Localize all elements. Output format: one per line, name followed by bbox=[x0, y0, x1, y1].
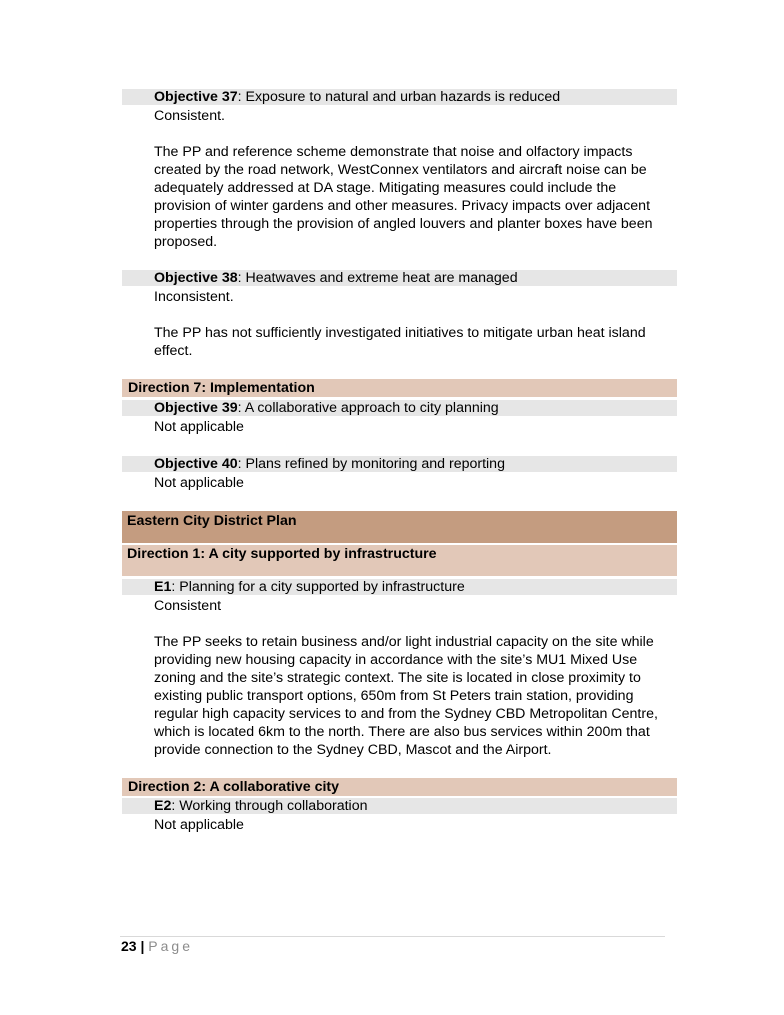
footer-divider bbox=[120, 936, 665, 937]
objective-38-heading: Objective 38: Heatwaves and extreme heat are managed bbox=[154, 270, 518, 286]
e2-status: Not applicable bbox=[154, 817, 244, 833]
direction-7-heading: Direction 7: Implementation bbox=[128, 380, 315, 396]
page-separator: | bbox=[136, 938, 149, 954]
e1-heading: E1: Planning for a city supported by infrastructure bbox=[154, 579, 465, 595]
objective-38-paragraph: The PP has not sufficiently investigated initiatives to mitigate urban heat island effect. bbox=[154, 325, 646, 359]
objective-38-status: Inconsistent. bbox=[154, 289, 234, 305]
e1-status: Consistent bbox=[154, 598, 222, 614]
objective-40-status: Not applicable bbox=[154, 475, 244, 491]
objective-39-status: Not applicable bbox=[154, 419, 244, 435]
direction-1-heading: Direction 1: A city supported by infrastructure bbox=[127, 546, 437, 562]
objective-40-heading: Objective 40: Plans refined by monitoring and reporting bbox=[154, 456, 505, 472]
page-footer bbox=[121, 938, 193, 954]
objective-37-heading: Objective 37: Exposure to natural and urban hazards is reduced bbox=[154, 89, 561, 105]
district-plan-heading: Eastern City District Plan bbox=[127, 513, 297, 529]
direction-2-heading: Direction 2: A collaborative city bbox=[128, 779, 340, 795]
e1-paragraph: The PP seeks to retain business and/or light industrial capacity on the site while providing new housing capacity in accordance with the site’s MU1 Mixed Use zoning and the site’s strategic context. The site is located in close proximity to existing public transport options, 650m from St Peters train station, providing regular high capacity services to and from the Sydney CBD Metropolitan Centre, which is located 6km to the north. There are also bus services within 200m that provide connection to the Sydney CBD, Mascot and the Airport. bbox=[154, 634, 658, 758]
e2-heading: E2: Working through collaboration bbox=[154, 798, 368, 814]
page-label: Page bbox=[148, 938, 193, 954]
page-number: 23 bbox=[121, 938, 137, 954]
objective-39-heading: Objective 39: A collaborative approach to city planning bbox=[154, 400, 499, 416]
objective-37-paragraph: The PP and reference scheme demonstrate that noise and olfactory impacts created by the road network, WestConnex ventilators and aircraft noise can be adequately addressed at DA stage. Mitigating measures could include the provision of winter gardens and other measures. Privacy impacts over adjacent properties through the provision of angled louvers and planter boxes have been proposed. bbox=[154, 144, 653, 250]
objective-37-status: Consistent. bbox=[154, 108, 225, 124]
